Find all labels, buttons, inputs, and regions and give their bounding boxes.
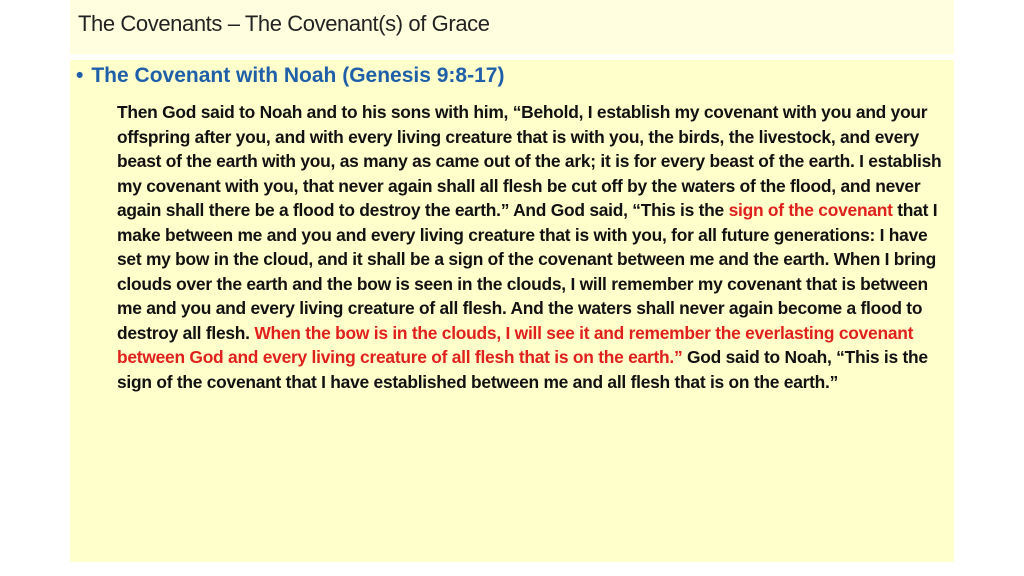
bullet-icon: • [76, 64, 84, 87]
title-bar [70, 0, 954, 54]
scripture-passage [117, 100, 949, 394]
slide-title: The Covenants – The Covenant(s) of Grace [78, 11, 490, 36]
passage-part-2: that I make between me and you and every living creature that is with you, for all future generations: I have set my bow in the cloud, and it shall be a sign of the covenant between me and the earth. When I bring clouds over the earth and the bow is seen in the clouds, I will remember my covenant that is between me and you and every living creature of all flesh. And the waters shall never again become a flood to destroy all flesh. [117, 200, 938, 343]
highlight-bow-in-clouds: When the bow is in the clouds, I will see it and remember the everlasting covenant between God and every living creature of all flesh that is on the earth.” [117, 322, 914, 367]
highlight-sign-of-covenant: sign of the covenant [728, 200, 893, 220]
passage-part-3: God said to Noah, “This is the sign of the covenant that I have established between me and all flesh that is on the earth.” [117, 347, 928, 392]
heading-text: The Covenant with Noah (Genesis 9:8-17) [91, 64, 505, 87]
bullet-heading [76, 64, 504, 88]
passage-part-1: Then God said to Noah and to his sons with him, “Behold, I establish my covenant with you and your offspring after you, and with every living creature that is with you, the birds, the livestock, and every beast of the earth with you, as many as came out of the ark; it is for every beast of the earth. I establish my covenant with you, that never again shall all flesh be cut off by the waters of the flood, and never again shall there be a flood to destroy the earth.” And God said, “This is the [117, 102, 942, 220]
content-box [70, 60, 954, 562]
